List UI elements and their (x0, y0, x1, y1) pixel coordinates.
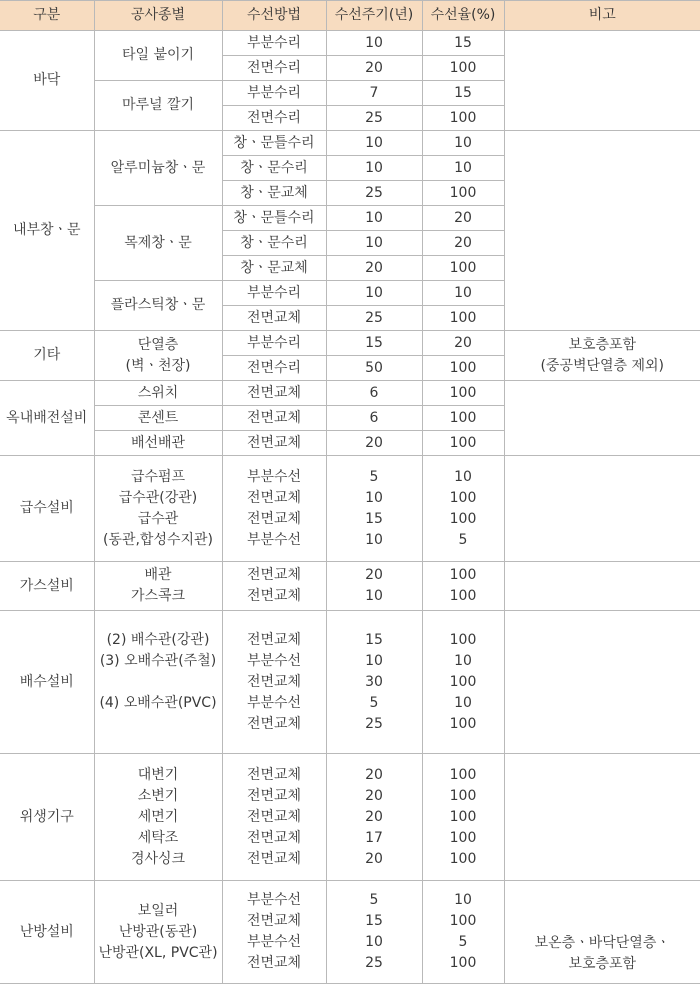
repair-rate-line: 10 (423, 651, 504, 672)
repair-method: 전면수리 (222, 356, 326, 381)
repair-rate-line: 5 (423, 932, 504, 953)
repair-method-line: 부분수선 (223, 693, 326, 714)
work-type-line (95, 714, 222, 735)
repair-cycle-line: 17 (327, 828, 422, 849)
work-type (94, 881, 222, 984)
note-cell (504, 331, 700, 381)
repair-method (222, 611, 326, 754)
note-line: 보호층포함 (505, 954, 700, 975)
work-type-line: 난방관(XL, PVC관) (95, 943, 222, 964)
repair-rate-line: 100 (423, 953, 504, 974)
work-type-line: 단열층 (95, 335, 222, 356)
repair-method: 창ㆍ문틀수리 (222, 131, 326, 156)
table-row (0, 456, 700, 562)
repair-cycle-line: 15 (327, 509, 422, 530)
repair-method: 창ㆍ문틀수리 (222, 206, 326, 231)
work-type (94, 456, 222, 562)
repair-rate: 100 (422, 306, 504, 331)
category-water: 급수설비 (0, 456, 94, 562)
repair-rate-line: 5 (423, 530, 504, 551)
repair-method-line: 전면교체 (223, 807, 326, 828)
note-cell (504, 611, 700, 754)
repair-rate: 20 (422, 231, 504, 256)
repair-cycle (326, 562, 422, 611)
repair-method-line: 부분수선 (223, 651, 326, 672)
repair-rate-line: 100 (423, 488, 504, 509)
repair-rate: 100 (422, 56, 504, 81)
note-line: 보호층포함 (505, 335, 700, 356)
repair-rate: 20 (422, 331, 504, 356)
repair-cycle-line: 20 (327, 849, 422, 870)
repair-rate: 10 (422, 156, 504, 181)
repair-rate-line: 100 (423, 849, 504, 870)
repair-rate-line: 100 (423, 565, 504, 586)
table-row (0, 881, 700, 984)
note-cell (504, 131, 700, 331)
repair-method: 전면교체 (222, 431, 326, 456)
repair-cycle-line: 20 (327, 765, 422, 786)
repair-method (222, 562, 326, 611)
table-row (0, 131, 700, 156)
work-type-line: 가스콕크 (95, 586, 222, 607)
note-cell (504, 754, 700, 881)
repair-method: 전면수리 (222, 56, 326, 81)
repair-rate-line: 100 (423, 672, 504, 693)
repair-method-line: 전면교체 (223, 911, 326, 932)
work-type-line (95, 672, 222, 693)
repair-method-line: 전면교체 (223, 786, 326, 807)
work-type-line: 세탁조 (95, 828, 222, 849)
table-row (0, 754, 700, 881)
repair-cycle: 15 (326, 331, 422, 356)
repair-cycle: 25 (326, 306, 422, 331)
repair-method-line: 전면교체 (223, 488, 326, 509)
repair-cycle: 25 (326, 106, 422, 131)
repair-method: 창ㆍ문수리 (222, 231, 326, 256)
repair-cycle (326, 881, 422, 984)
repair-rate (422, 611, 504, 754)
repair-cycle: 7 (326, 81, 422, 106)
repair-method (222, 881, 326, 984)
repair-method-line: 전면교체 (223, 509, 326, 530)
repair-cycle-line: 10 (327, 651, 422, 672)
work-type-line: (3) 오배수관(주철) (95, 651, 222, 672)
work-type-line: (동관,합성수지관) (95, 530, 222, 551)
repair-rate: 20 (422, 206, 504, 231)
work-type: 목제창ㆍ문 (94, 206, 222, 281)
repair-cycle: 50 (326, 356, 422, 381)
note-cell (504, 381, 700, 456)
repair-rate: 100 (422, 431, 504, 456)
category-drain: 배수설비 (0, 611, 94, 754)
repair-method: 전면교체 (222, 381, 326, 406)
work-type (94, 562, 222, 611)
header-repair-cycle: 수선주기(년) (326, 1, 422, 31)
repair-cycle-line: 20 (327, 786, 422, 807)
work-type: 스위치 (94, 381, 222, 406)
repair-rate: 100 (422, 356, 504, 381)
work-type-line: 보일러 (95, 901, 222, 922)
repair-method: 부분수리 (222, 331, 326, 356)
work-type: 플라스틱창ㆍ문 (94, 281, 222, 331)
repair-method-line: 부분수선 (223, 932, 326, 953)
work-type: 알루미늄창ㆍ문 (94, 131, 222, 206)
repair-method: 전면교체 (222, 306, 326, 331)
repair-cycle-line: 5 (327, 693, 422, 714)
repair-rate-line: 100 (423, 828, 504, 849)
repair-cycle (326, 456, 422, 562)
repair-method: 전면교체 (222, 406, 326, 431)
work-type-line: 급수관 (95, 509, 222, 530)
work-type-line: (4) 오배수관(PVC) (95, 693, 222, 714)
repair-cycle-line: 5 (327, 467, 422, 488)
note-cell (504, 456, 700, 562)
repair-rate (422, 881, 504, 984)
repair-rate-line: 100 (423, 807, 504, 828)
repair-method-line: 부분수선 (223, 467, 326, 488)
repair-method-line: 전면교체 (223, 765, 326, 786)
repair-cycle-line: 10 (327, 530, 422, 551)
work-type (94, 754, 222, 881)
work-type-line: 급수관(강관) (95, 488, 222, 509)
table-row (0, 381, 700, 406)
repair-method-line: 전면교체 (223, 849, 326, 870)
category-electric: 옥내배전설비 (0, 381, 94, 456)
table-row (0, 562, 700, 611)
repair-method: 부분수리 (222, 281, 326, 306)
repair-rate: 10 (422, 131, 504, 156)
repair-cycle-line: 10 (327, 488, 422, 509)
repair-cycle (326, 754, 422, 881)
category-other: 기타 (0, 331, 94, 381)
repair-rate: 100 (422, 406, 504, 431)
work-type-line: 대변기 (95, 765, 222, 786)
work-type-line: 배관 (95, 565, 222, 586)
repair-cycle-line: 10 (327, 586, 422, 607)
category-interior: 내부창ㆍ문 (0, 131, 94, 331)
repair-cycle: 20 (326, 431, 422, 456)
work-type: 타일 붙이기 (94, 31, 222, 81)
repair-method: 창ㆍ문교체 (222, 181, 326, 206)
note-line: (중공벽단열층 제외) (505, 356, 700, 377)
repair-method: 창ㆍ문수리 (222, 156, 326, 181)
repair-cycle-line: 25 (327, 953, 422, 974)
repair-cycle-line: 30 (327, 672, 422, 693)
repair-rate-line: 100 (423, 714, 504, 735)
repair-cycle: 10 (326, 206, 422, 231)
repair-cycle: 6 (326, 381, 422, 406)
note-line: 보온층ㆍ바닥단열층ㆍ (505, 933, 700, 954)
repair-method-line: 전면교체 (223, 828, 326, 849)
repair-rate: 15 (422, 81, 504, 106)
repair-method-line: 전면교체 (223, 953, 326, 974)
table-row (0, 31, 700, 56)
work-type-line: (벽ㆍ천장) (95, 356, 222, 377)
work-type-line: 급수펌프 (95, 467, 222, 488)
repair-method: 창ㆍ문교체 (222, 256, 326, 281)
repair-method-line: 전면교체 (223, 565, 326, 586)
work-type-line: 소변기 (95, 786, 222, 807)
header-note: 비고 (504, 1, 700, 31)
repair-method-line: 전면교체 (223, 630, 326, 651)
repair-cycle-line: 25 (327, 714, 422, 735)
repair-rate (422, 562, 504, 611)
work-type (94, 331, 222, 381)
work-type-line: (2) 배수관(강관) (95, 630, 222, 651)
work-type: 콘센트 (94, 406, 222, 431)
category-gas: 가스설비 (0, 562, 94, 611)
repair-cycle-line: 15 (327, 911, 422, 932)
repair-rate: 15 (422, 31, 504, 56)
repair-cycle-line: 20 (327, 565, 422, 586)
repair-rate-line: 10 (423, 890, 504, 911)
repair-cycle: 20 (326, 256, 422, 281)
repair-rate-line: 100 (423, 630, 504, 651)
repair-cycle-line: 20 (327, 807, 422, 828)
table-row (0, 331, 700, 356)
repair-method-line: 전면교체 (223, 714, 326, 735)
work-type: 마루널 깔기 (94, 81, 222, 131)
category-sanitary: 위생기구 (0, 754, 94, 881)
repair-cycle: 10 (326, 281, 422, 306)
header-repair-rate: 수선율(%) (422, 1, 504, 31)
note-cell (504, 881, 700, 984)
header-work-type: 공사종별 (94, 1, 222, 31)
repair-rate: 100 (422, 181, 504, 206)
repair-method (222, 456, 326, 562)
repair-rate: 100 (422, 106, 504, 131)
repair-method-line: 전면교체 (223, 672, 326, 693)
repair-cycle: 20 (326, 56, 422, 81)
work-type-line: 난방관(동관) (95, 922, 222, 943)
repair-cycle: 10 (326, 131, 422, 156)
repair-method: 부분수리 (222, 81, 326, 106)
repair-cycle: 10 (326, 31, 422, 56)
header-row (0, 1, 700, 31)
repair-rate-line: 100 (423, 786, 504, 807)
table-row (0, 611, 700, 754)
repair-rate-line: 100 (423, 765, 504, 786)
repair-method: 전면수리 (222, 106, 326, 131)
work-type-line: 세면기 (95, 807, 222, 828)
repair-rate: 100 (422, 256, 504, 281)
work-type-line: 경사싱크 (95, 849, 222, 870)
header-repair-method: 수선방법 (222, 1, 326, 31)
repair-cycle: 25 (326, 181, 422, 206)
repair-method-line: 전면교체 (223, 586, 326, 607)
category-floor: 바닥 (0, 31, 94, 131)
repair-method-line: 부분수선 (223, 890, 326, 911)
repair-rate-line: 10 (423, 467, 504, 488)
repair-method: 부분수리 (222, 31, 326, 56)
repair-cycle-line: 10 (327, 932, 422, 953)
repair-rate: 10 (422, 281, 504, 306)
repair-method (222, 754, 326, 881)
repair-cycle: 6 (326, 406, 422, 431)
repair-rate-line: 10 (423, 693, 504, 714)
repair-rate: 100 (422, 381, 504, 406)
note-cell (504, 31, 700, 131)
repair-cycle (326, 611, 422, 754)
work-type: 배선배관 (94, 431, 222, 456)
repair-cycle: 10 (326, 231, 422, 256)
repair-cycle-line: 15 (327, 630, 422, 651)
note-cell (504, 562, 700, 611)
category-heating: 난방설비 (0, 881, 94, 984)
header-category: 구분 (0, 1, 94, 31)
repair-cycle-line: 5 (327, 890, 422, 911)
repair-rate-line: 100 (423, 509, 504, 530)
repair-rate (422, 754, 504, 881)
repair-rate-line: 100 (423, 911, 504, 932)
repair-cycle: 10 (326, 156, 422, 181)
repair-rate (422, 456, 504, 562)
repair-rate-line: 100 (423, 586, 504, 607)
work-type (94, 611, 222, 754)
repair-method-line: 부분수선 (223, 530, 326, 551)
